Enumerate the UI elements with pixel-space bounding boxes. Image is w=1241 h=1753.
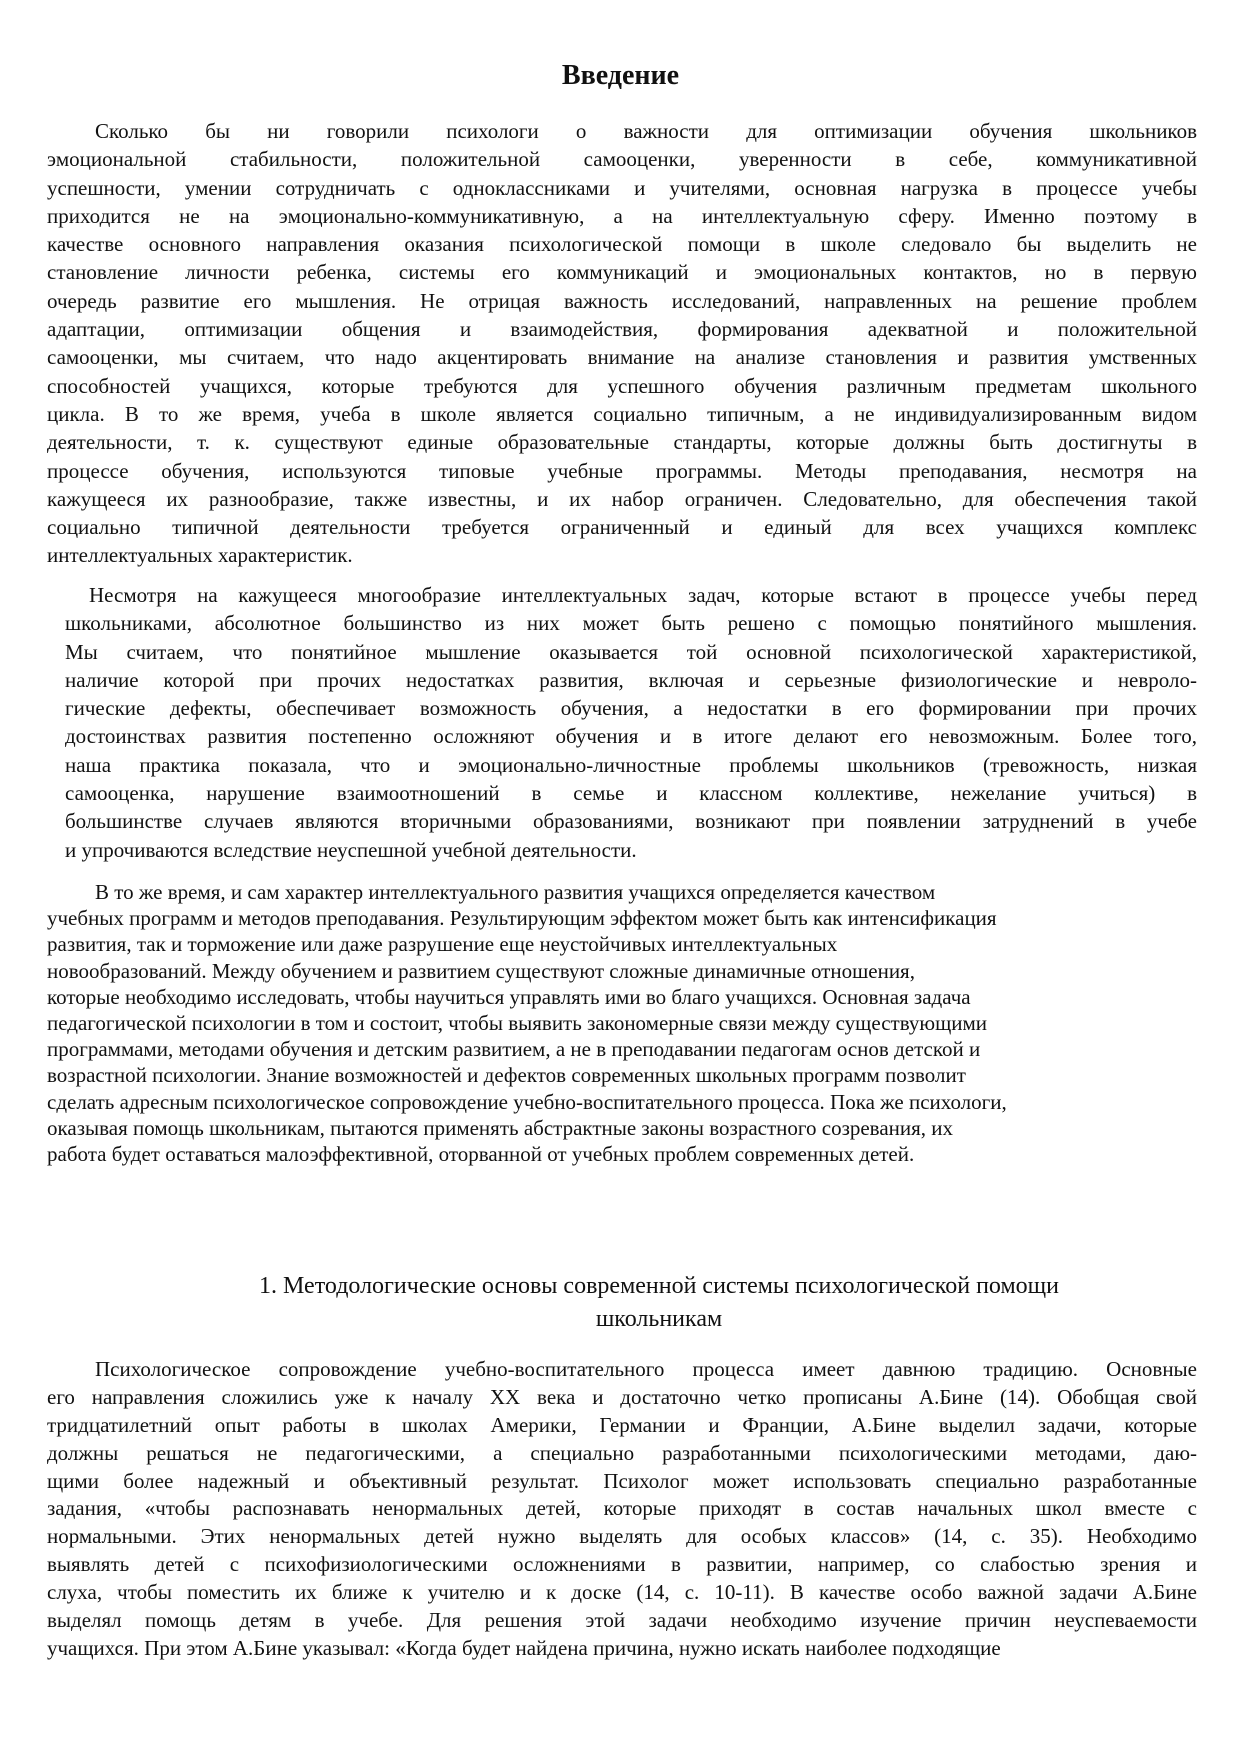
section-heading — [165, 1270, 1153, 1336]
text-line: наличие которой при прочих недостатках развития, включая и серьезные физиологические и невроло- — [65, 667, 1197, 692]
text-line: задания, «чтобы распознавать ненормальных детей, которые приходят в состав начальных школ вместе с — [47, 1496, 1197, 1521]
section-heading-line-2: школьникам — [595, 1306, 723, 1332]
text-line: учебных программ и методов преподавания. Результирующим эффектом может быть как интенсификация — [47, 906, 997, 931]
text-line: адаптации, оптимизации общения и взаимодействия, формирования адекватной и положительной — [47, 317, 1197, 342]
text-line: щими более надежный и объективный результат. Психолог может использовать специально разработанные — [47, 1468, 1197, 1493]
text-line: гические дефекты, обеспечивает возможность обучения, а недостатки в его формировании при прочих — [65, 696, 1197, 721]
text-line: возрастной психологии. Знание возможностей и дефектов современных школьных программ позволит — [47, 1063, 966, 1088]
intro-paragraph-2 — [65, 581, 1197, 864]
text-line: деятельности, т. к. существуют единые образовательные стандарты, которые должны быть достигнуты в — [47, 430, 1197, 455]
text-line: наша практика показала, что и эмоционально-личностные проблемы школьников (тревожность, низкая — [65, 752, 1197, 777]
text-line: большинстве случаев являются вторичными образованиями, возникают при появлении затруднений в учебе — [65, 809, 1197, 834]
text-line: сделать адресным психологическое сопровождение учебно-воспитательного процесса. Пока же психологи, — [47, 1089, 1007, 1114]
text-line: учащихся. При этом А.Бине указывал: «Когда будет найдена причина, нужно искать наиболее подходящие — [47, 1635, 1001, 1660]
text-line: становление личности ребенка, системы его коммуникаций и эмоциональных контактов, но в первую — [47, 260, 1197, 285]
text-line: программами, методами обучения и детским развитием, а не в преподавании педагогам основ детской и — [47, 1037, 981, 1062]
text-line: Психологическое сопровождение учебно-воспитательного процесса имеет давнюю традицию. Основные — [95, 1357, 1197, 1381]
text-line: Несмотря на кажущееся многообразие интеллектуальных задач, которые встают в процессе учебы перед — [89, 583, 1197, 607]
text-line: школьниками, абсолютное большинство из них может быть решено с помощью понятийного мышления. — [65, 611, 1197, 636]
text-line: В то же время, и сам характер интеллектуального развития учащихся определяется качеством — [95, 880, 936, 904]
text-line: кажущееся их разнообразие, также известны, и их набор ограничен. Следовательно, для обеспечения такой — [47, 486, 1197, 511]
text-line: качестве основного направления оказания психологической помощи в школе следовало бы выделить не — [47, 232, 1197, 257]
text-line: и упрочиваются вследствие неуспешной учебной деятельности. — [65, 837, 637, 862]
text-line: процессе обучения, используются типовые учебные программы. Методы преподавания, несмотря на — [47, 458, 1197, 483]
text-line: способностей учащихся, которые требуются для успешного обучения различным предметам школьного — [47, 373, 1197, 398]
text-line: Сколько бы ни говорили психологи о важности для оптимизации обучения школьников — [95, 119, 1197, 143]
text-line: достоинствах развития постепенно осложняют обучения и в итоге делают его невозможным. Более того, — [65, 724, 1197, 749]
text-line: новообразований. Между обучением и развитием существуют сложные динамичные отношения, — [47, 958, 915, 983]
text-line: тридцатилетний опыт работы в школах Америки, Германии и Франции, А.Бине выделил задачи, которые — [47, 1412, 1197, 1437]
text-line: нормальными. Этих ненормальных детей нужно выделять для особых классов» (14, с. 35). Необходимо — [47, 1524, 1197, 1549]
text-line: выделял помощь детям в учебе. Для решения этой задачи необходимо изучение причин неуспеваемости — [47, 1608, 1197, 1633]
intro-paragraph-1 — [47, 117, 1197, 570]
text-line: самооценки, мы считаем, что надо акцентировать внимание на анализе становления и развития умственных — [47, 345, 1197, 370]
text-line: педагогической психологии в том и состоит, чтобы выявить закономерные связи между существующими — [47, 1010, 988, 1035]
section-1-paragraph-1 — [47, 1356, 1197, 1663]
text-line: успешности, умении сотрудничать с одноклассниками и учителями, основная нагрузка в процессе учебы — [47, 175, 1197, 200]
text-line: эмоциональной стабильности, положительной самооценки, уверенности в себе, коммуникативной — [47, 147, 1197, 172]
section-heading-line-1: 1. Методологические основы современной системы психологической помощи — [259, 1273, 1059, 1299]
text-line: его направления сложились уже к началу XX века и достаточно четко прописаны А.Бине (14). Обобщая свой — [47, 1384, 1197, 1409]
text-line: выявлять детей с психофизиологическими осложнениями в развитии, например, со слабостью зрения и — [47, 1552, 1197, 1577]
text-line: работа будет оставаться малоэффективной, оторванной от учебных проблем современных детей. — [47, 1141, 915, 1166]
text-line: развития, так и торможение или даже разрушение еще неустойчивых интеллектуальных — [47, 932, 838, 957]
page-title: Введение — [561, 60, 680, 91]
text-line: Мы считаем, что понятийное мышление оказывается той основной психологической характеристикой, — [65, 639, 1197, 664]
text-line: оказывая помощь школьникам, пытаются применять абстрактные законы возрастного созревания, их — [47, 1115, 954, 1140]
intro-paragraph-3 — [47, 879, 1197, 1167]
text-line: самооценка, нарушение взаимоотношений в семье и классном коллективе, нежелание учиться) в — [65, 781, 1197, 806]
text-line: цикла. В то же время, учеба в школе является социально типичным, а не индивидуализированным видом — [47, 401, 1197, 426]
text-line: которые необходимо исследовать, чтобы научиться управлять ими во благо учащихся. Основная задача — [47, 984, 971, 1009]
text-line: должны решаться не педагогическими, а специально разработанными психологическими методами, даю- — [47, 1440, 1197, 1465]
text-line: очередь развитие его мышления. Не отрицая важность исследований, направленных на решение проблем — [47, 288, 1197, 313]
text-line: интеллектуальных характеристик. — [47, 543, 353, 568]
text-line: слуха, чтобы поместить их ближе к учителю и к доске (14, с. 10-11). В качестве особо важной задачи А.Бине — [47, 1580, 1197, 1605]
text-line: приходится не на эмоционально-коммуникативную, а на интеллектуальную сферу. Именно поэтому в — [47, 203, 1197, 228]
text-line: социально типичной деятельности требуется ограниченный и единый для всех учащихся комплекс — [47, 515, 1197, 540]
